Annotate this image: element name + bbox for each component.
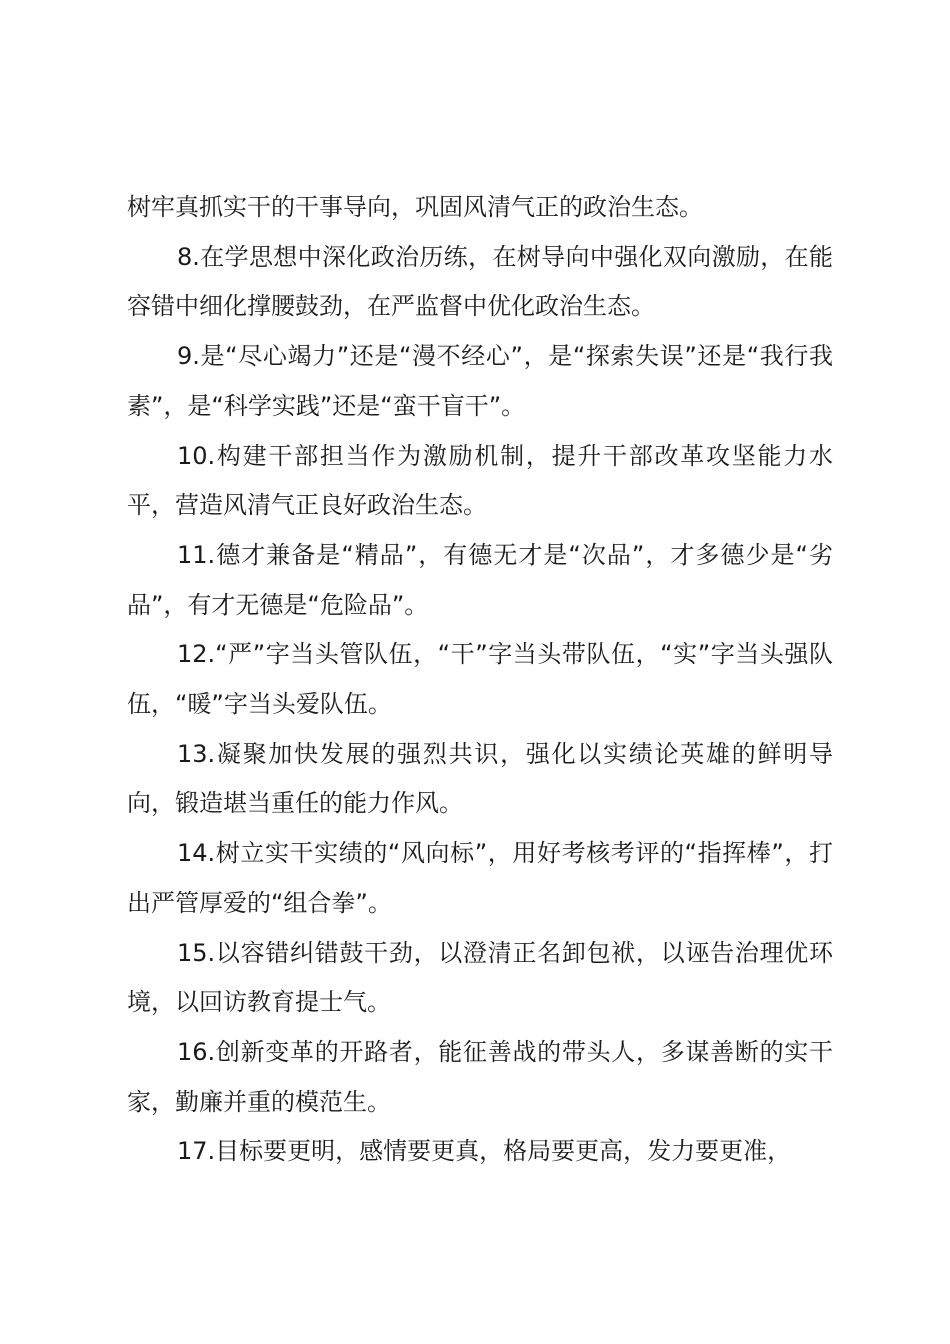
paragraph-item-10: 10.构建干部担当作为激励机制，提升干部改革攻坚能力水平，营造风清气正良好政治生态。	[127, 441, 833, 520]
paragraph-item-9: 9.是“尽心竭力”还是“漫不经心”，是“探索失误”还是“我行我素”，是“科学实践”还是“蛮干盲干”。	[127, 342, 833, 420]
paragraph-item-14: 14.树立实干实绩的“风向标”，用好考核考评的“指挥棒”，打出严管厚爱的“组合拳”。	[127, 839, 833, 917]
paragraph-item-8: 8.在学思想中深化政治历练，在树导向中强化双向激励，在能容错中细化撑腰鼓劲，在严监督中优化政治生态。	[127, 242, 833, 321]
paragraph-item-11: 11.德才兼备是“精品”，有德无才是“次品”，才多德少是“劣品”，有才无德是“危险品”。	[127, 540, 833, 619]
paragraph-continuation: 树牢真抓实干的干事导向，巩固风清气正的政治生态。	[127, 193, 703, 221]
paragraph-item-12: 12.“严”字当头管队伍，“干”字当头带队伍，“实”字当头强队伍，“暖”字当头爱队伍。	[127, 640, 833, 719]
paragraph-item-13: 13.凝聚加快发展的强烈共识，强化以实绩论英雄的鲜明导向，锻造堪当重任的能力作风。	[127, 739, 833, 818]
document-page	[127, 183, 833, 1177]
paragraph-item-15: 15.以容错纠错鼓干劲，以澄清正名卸包袱，以诬告治理优环境，以回访教育提士气。	[127, 938, 833, 1017]
paragraph-item-16: 16.创新变革的开路者，能征善战的带头人，多谋善断的实干家，勤廉并重的模范生。	[127, 1037, 833, 1116]
paragraph-item-17: 17.目标要更明，感情要更真，格局要更高，发力要更准，	[177, 1137, 792, 1166]
